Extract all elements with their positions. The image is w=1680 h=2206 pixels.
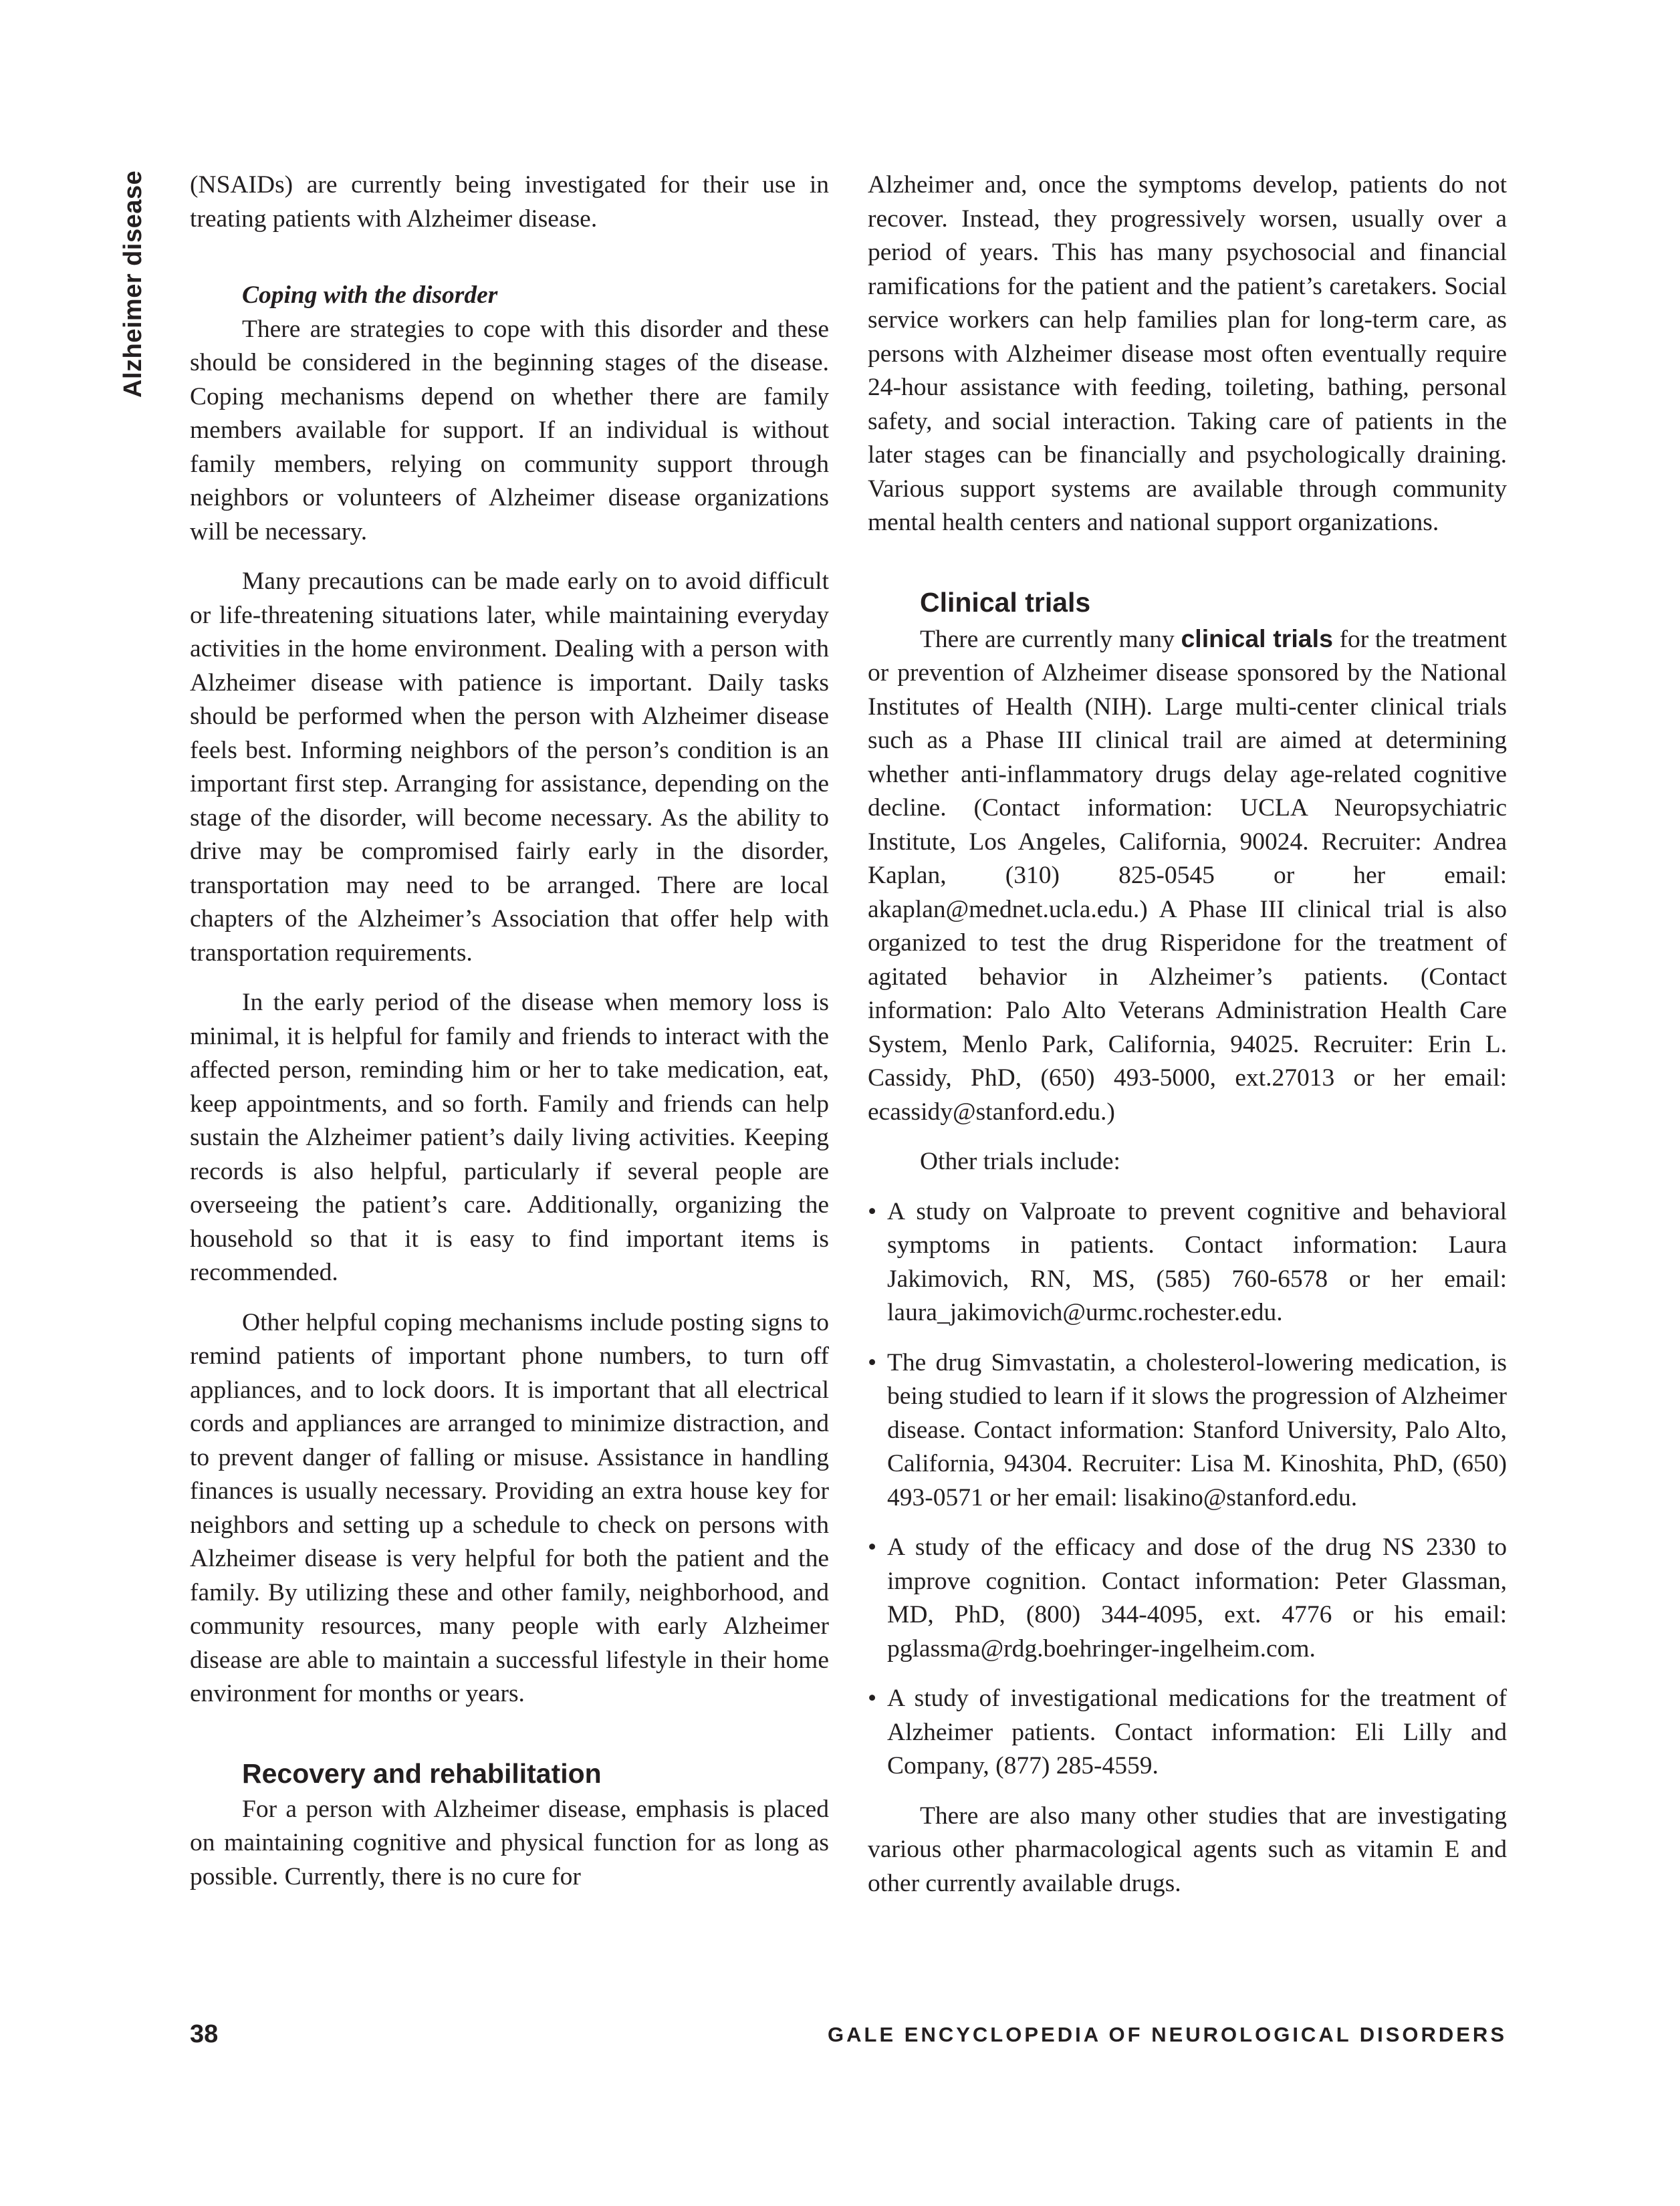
trials-list xyxy=(868,1195,1507,1784)
page-footer xyxy=(190,2020,1507,2054)
clinical-trials-heading: Clinical trials xyxy=(920,586,1091,618)
paragraph-recovery: For a person with Alzheimer disease, emphasis is placed on maintaining cognitive and physical function for as long as possible. Currently, there is no cure for xyxy=(190,1795,829,1890)
running-head-text: Alzheimer disease xyxy=(119,170,147,398)
paragraph-coping-strategies: There are strategies to cope with this disorder and these should be considered in the beginning stages of the disease. Coping mechanisms depend on whether there are family members available for support. If an individual is without family members, relying on community support through neighbors or volunteers of Alzheimer disease organizations will be necessary. xyxy=(190,315,829,545)
left-column xyxy=(190,168,829,1894)
paragraph-early-period: In the early period of the disease when memory loss is minimal, it is helpful for family and friends to interact with the affected person, reminding him or her to take medication, eat, keep appointments, and so forth. Family and friends can help sustain the Alzheimer patient’s daily living activities. Keeping records is also helpful, particularly if several people are overseeing the patient’s care. Additionally, organizing the household so that it is easy to find important items is recommended. xyxy=(190,989,829,1286)
list-item-eli-lilly: • A study of investigational medications for the treatment of Alzheimer patients. Contact information: Eli Lilly and Company, (877) 285-4559. xyxy=(868,1682,1507,1784)
paragraph-other-trials: Other trials include: xyxy=(920,1148,1120,1175)
running-head xyxy=(119,170,150,398)
right-column xyxy=(868,168,1507,1901)
publication-title: GALE ENCYCLOPEDIA OF NEUROLOGICAL DISORDERS xyxy=(828,2023,1507,2046)
list-item-valproate: • A study on Valproate to prevent cognitive and behavioral symptoms in patients. Contact information: Laura Jakimovich, RN, MS, (585) 760-6578 or her email: laura_jakimovich@urmc.rochester.edu. xyxy=(868,1195,1507,1330)
list-item-ns2330: • A study of the efficacy and dose of the drug NS 2330 to improve cognition. Contact information: Peter Glassman, MD, PhD, (800) 344-4095, ext. 4776 or his email: pglassma@rdg.boehringer-ingelheim.com. xyxy=(868,1531,1507,1666)
paragraph-clinical-trials xyxy=(868,622,1507,1130)
paragraph-precautions: Many precautions can be made early on to avoid difficult or life-threatening situations later, while maintaining everyday activities in the home environment. Dealing with a person with Alzheimer disease with patience is important. Daily tasks should be performed when the person with Alzheimer disease feels best. Informing neighbors of the person’s condition is an important first step. Arranging for assistance, depending on the stage of the disorder, will become necessary. As the ability to drive may be compromised fairly early in the disorder, transportation may need to be arranged. There are local chapters of the Alzheimer’s Association that offer help with transportation requirements. xyxy=(190,568,829,967)
coping-subheading: Coping with the disorder xyxy=(242,281,498,309)
trials-text-lead: There are currently many xyxy=(920,625,1181,653)
paragraph-other-mechanisms: Other helpful coping mechanisms include posting signs to remind patients of important phone numbers, to turn off appliances, and to lock doors. It is important that all electrical cords and appliances are arranged to minimize distraction, and to prevent danger of falling or misuse. Assistance in handling finances is usually necessary. Providing an extra house key for neighbors and setting up a schedule to check on persons with Alzheimer disease is very helpful for both the patient and the family. By utilizing these and other family, neighborhood, and community resources, many people with early Alzheimer disease are able to maintain a successful lifestyle in their home environment for months or years. xyxy=(190,1308,829,1707)
trials-text-body: for the treatment or prevention of Alzheimer disease sponsored by the National Institutes of Health (NIH). Large multi-center clinical trials such as a Phase III clinical trail are aimed at determining whether anti-inflammatory drugs delay age-related cognitive decline. (Contact information: UCLA Neuropsychiatric Institute, Los Angeles, California, 90024. Recruiter: Andrea Kaplan, (310) 825-0545 or her email: akaplan@mednet.ucla.edu.) A Phase III clinical trial is also organized to test the drug Risperidone for the treatment of agitated behavior in Alzheimer’s patients. (Contact information: Palo Alto Veterans Administration Health Care System, Menlo Park, California, 94025. Recruiter: Erin L. Cassidy, PhD, (650) 493-5000, ext.27013 or her email: ecassidy@stanford.edu.) xyxy=(868,625,1507,1126)
clinical-trials-keyword: clinical trials xyxy=(1181,624,1333,652)
recovery-heading: Recovery and rehabilitation xyxy=(242,1757,602,1789)
paragraph-nsaids-continued: (NSAIDs) are currently being investigated for their use in treating patients with Alzheimer disease. xyxy=(190,171,829,233)
paragraph-recovery-continued: Alzheimer and, once the symptoms develop, patients do not recover. Instead, they progressively worsen, usually over a period of years. This has many psychosocial and financial ramifications for the patient and the patient’s caretakers. Social service workers can help families plan for long-term care, as persons with Alzheimer disease most often eventually require 24-hour assistance with feeding, toileting, bathing, personal safety, and social interaction. Taking care of patients in the later stages can be financially and psychologically draining. Various support systems are available through community mental health centers and national support organizations. xyxy=(868,171,1507,536)
paragraph-closing: There are also many other studies that are investigating various other pharmacological agents such as vitamin E and other currently available drugs. xyxy=(868,1802,1507,1897)
list-item-simvastatin: • The drug Simvastatin, a cholesterol-lowering medication, is being studied to learn if it slows the progression of Alzheimer disease. Contact information: Stanford University, Palo Alto, California, 94304. Recruiter: Lisa M. Kinoshita, PhD, (650) 493-0571 or her email: lisakino@stanford.edu. xyxy=(868,1346,1507,1515)
page-number: 38 xyxy=(190,2020,219,2048)
